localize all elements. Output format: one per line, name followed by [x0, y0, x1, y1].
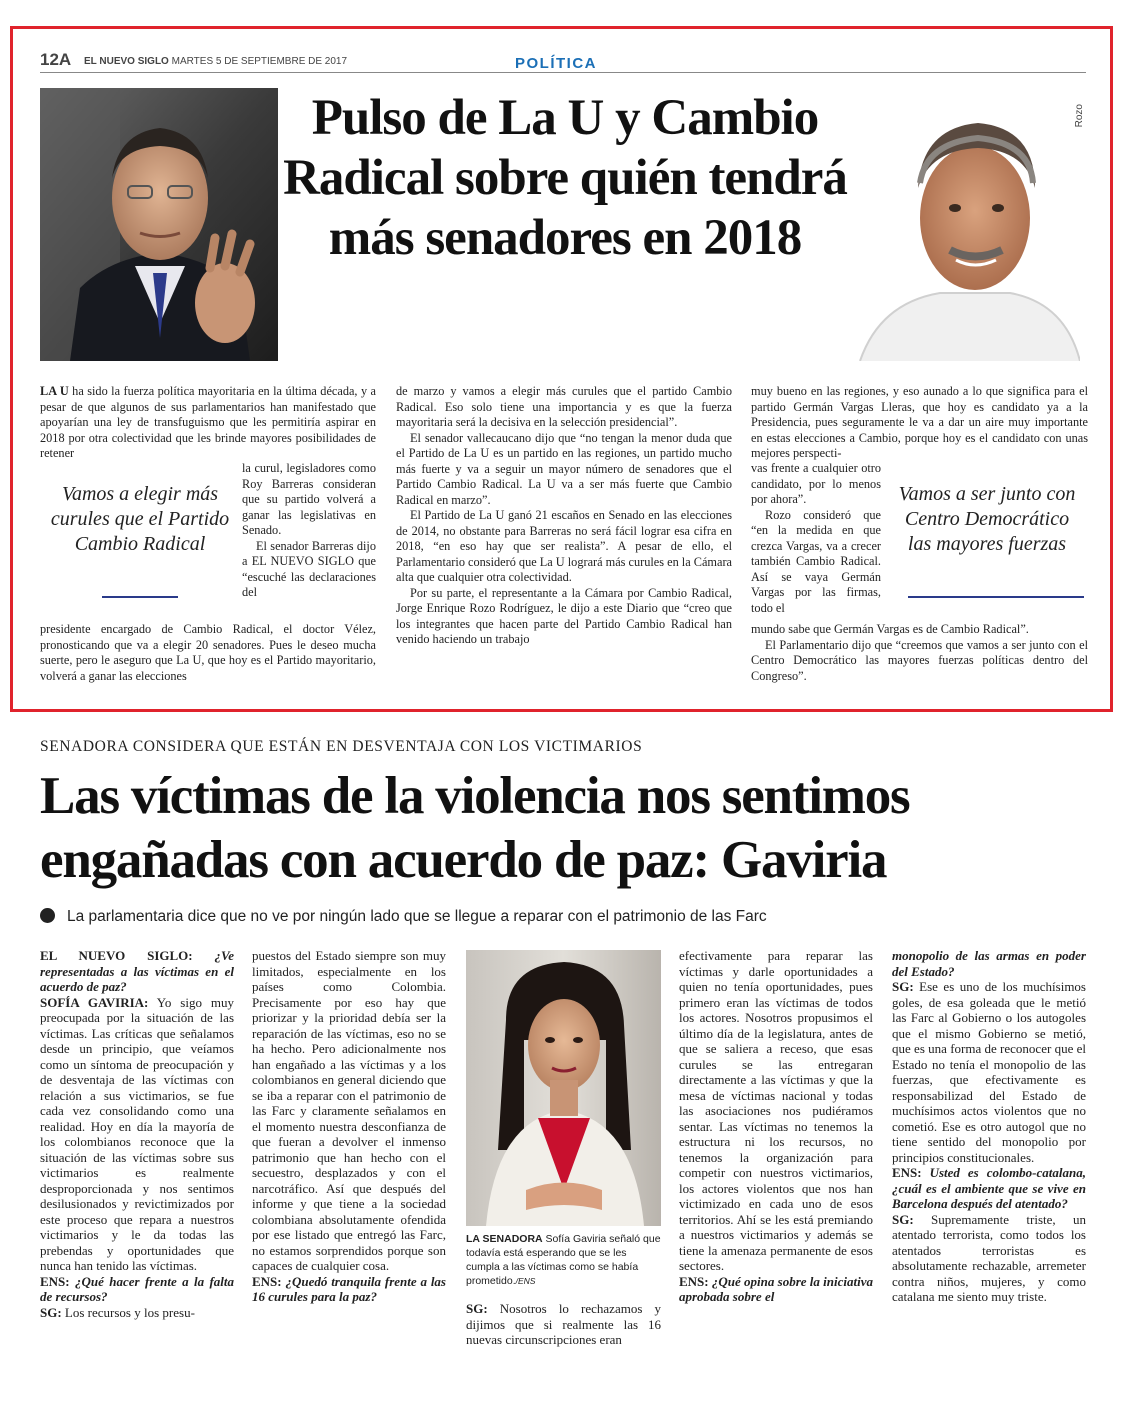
story2-column-1 — [40, 948, 234, 1320]
story2-column-3 — [466, 1301, 661, 1348]
question-2: ¿Qué hacer frente a la falta de recursos? — [40, 1273, 234, 1304]
story1-col1-p1b: la curul, legisladores como Roy Barreras consideran que su partido volverá a ganar las legislativas en Senado. — [242, 461, 376, 537]
speaker-sg: SG: — [40, 1304, 62, 1320]
story2-column-2 — [252, 948, 446, 1305]
story1-headline: Pulso de La U y Cambio Radical sobre quién tendrá más senadores en 2018 — [283, 90, 847, 266]
speaker-ens: ENS: — [892, 1165, 922, 1180]
story2-kicker: SENADORA CONSIDERA QUE ESTÁN EN DESVENTAJA CON LOS VICTIMARIOS — [40, 738, 643, 755]
story1-lead: LA U — [40, 384, 69, 398]
question-4-start: ¿Qué opina sobre la iniciativa aprobada sobre el — [679, 1273, 873, 1304]
answer-2-start: Los recursos y los presu- — [61, 1304, 195, 1320]
paper-name: EL NUEVO SIGLO — [84, 56, 169, 67]
story2-column-5 — [892, 948, 1086, 1305]
answer-1: Yo sigo muy preocupada por la situación de las víctimas. Las críticas que señalamos desde un principio, que veíamos como un síntoma de preocupación y de desventaja de las víctimas con relación a sus victimarios, se fue cada vez consolidando como una realidad. Hoy en día la mayoría de los colombianos reconoce que la situación de las víctimas sobre sus victimarios es realmente desproporcionada y nos sentimos desilusionados y revictimizados por este proceso que repara a nuestros victimarios y le da todas las prebendas y oportunidades que nunca han tenido las víctimas. — [40, 994, 235, 1273]
story1-column-1-bottom — [40, 622, 376, 684]
story1-col3-p4: El Parlamentario dijo que “creemos que vamos a ser junto con el Centro Democrático las mayores fuerzas políticas dentro del Congreso”. — [751, 637, 1088, 683]
story1-col3-p3: mundo sabe que Germán Vargas es de Cambio Radical”. — [751, 622, 1029, 636]
speaker-sg: SG: — [466, 1301, 488, 1316]
masthead — [84, 56, 347, 67]
story1-column-1 — [40, 384, 376, 462]
story2-deck-text: La parlamentaria dice que no ve por ningún lado que se llegue a reparar con el patrimonio de las Farc — [67, 908, 767, 925]
story1-column-3-wrap — [751, 461, 881, 616]
story1-col3-p1: muy bueno en las regiones, y eso aunado a lo que significa para el partido Germán Vargas Lleras, que hoy es candidato ya a la Presidencia, pues seguramente le va a dar un aire muy importante en estas elecciones a Cambio, porque hoy es el candidato con unas mejores perspecti- — [751, 384, 1088, 460]
story1-col1-p1: ha sido la fuerza política mayoritaria en la última década, y a pesar de que algunos de sus parlamentarios han manifestado que apoyarían una ley de transfuguismo que les permitiría aspirar en 2018 por otra colectividad que les brinde mayores posibilidades de retener — [40, 384, 376, 460]
answer-2-cont: puestos del Estado siempre son muy limitados, especialmente en los países como Colombia. Precisamente por eso hay que priorizar y la prioridad debía ser la reparación de las víctimas, eso no se ha hecho. Pero adicionalmente nos han engañado a las víctimas y a los colombianos en general diciendo que se iba a reparar con el patrimonio de las Farc y claramente señalamos en el momento nuestra desconfianza de que fueran a devolver el inmenso patrimonio que han hecho con el secuestro, desplazados y con el narcotráfico. Así que después del informe y que tiene a la sociedad colombiana absolutamente ofendida por ese listado que entregó las Farc, no estamos sorprendidos porque son capaces de cualquier cosa. — [252, 948, 446, 1273]
question-5: Usted es colombo-catalana, ¿cuál es el ambiente que se vive en Barcelona después del atentado? — [892, 1165, 1086, 1211]
photo-sofia-gaviria — [466, 950, 661, 1226]
question-1: ¿Ve representadas a las víctimas en el acuerdo de paz? — [40, 948, 234, 994]
pull-quote-left: Vamos a elegir más curules que el Partido Cambio Radical — [50, 483, 230, 555]
speaker-sg: SG: — [892, 1211, 914, 1227]
story1-column-1-wrap — [242, 461, 376, 601]
deck-bullet-icon — [40, 908, 55, 923]
speaker-ens: ENS: — [252, 1273, 282, 1289]
answer-3-start: Nosotros lo rechazamos y dijimos que si realmente las 16 nuevas circunscripciones eran — [466, 1301, 661, 1347]
portrait-rozo-image — [830, 88, 1080, 361]
speaker-gaviria: SOFÍA GAVIRIA: — [40, 994, 149, 1010]
story1-col2-p2: El senador vallecaucano dijo que “no tengan la menor duda que el Partido de La U es un partido en las regiones, un partido mucho más fuerte y va a seguir un mayor número de senadores que el Partido Cambio Radical. La U va a ser más fuerte que Cambio Radical en marzo”. — [396, 430, 732, 507]
photo-caption — [466, 1232, 661, 1288]
page-folio: 12A — [40, 50, 72, 69]
issue-date: MARTES 5 DE SEPTIEMBRE DE 2017 — [171, 56, 348, 67]
photo-rozo — [830, 88, 1080, 361]
question-4-cont: monopolio de las armas en poder del Estado? — [892, 948, 1086, 979]
speaker-ens: ENS: — [40, 1273, 70, 1289]
story1-col3-p1b: vas frente a cualquier otro candidato, por lo menos por ahora”. — [751, 461, 881, 506]
story1-col3-p2: Rozo consideró que “en la medida en que crezca Vargas, va a crecer también Cambio Radical. Así se vaya Germán Vargas por las firmas, todo el — [751, 507, 881, 615]
header-rule — [40, 72, 1086, 73]
photo-barreras — [40, 88, 278, 361]
story1-col2-p3: El Partido de La U ganó 21 escaños en Senado en las elecciones de 2014, no obstante para Barreras no será fácil lograr esa cifra en 2018, “en eso hay que ser realista”. A pesar de ello, el Parlamentario consideró que La U logrará más curules en la Cámara alta que cualquier otra colectividad. — [396, 508, 732, 584]
section-label: POLÍTICA — [515, 55, 597, 72]
story1-column-3 — [751, 384, 1088, 462]
photo-credit-right: Rozo — [1074, 104, 1085, 128]
answer-3-cont: efectivamente para reparar las víctimas y darle oportunidades a quien no tenía oportunidades, pues primero eran las víctimas de todos los actores. Nosotros propusimos el último día de la legislatura, antes de que se saliera a receso, que esas curules se las entregaran directamente a las víctimas y que la mesa de víctimas nacional y todas las asociaciones nos pudiéramos sentar. Las víctimas no tenemos la estructura ni los recursos, no tenemos la organización para competir con nuestros victimarios, los actores violentos que nos han victimizado en cada uno de esos territorios. Ahí se les está premiando a nuestros victimarios y además se tiene la amenaza permanente de esos sectores. — [679, 948, 873, 1273]
pull-quote-left-rule — [102, 596, 178, 598]
story1-col2-p4: Por su parte, el representante a la Cámara por Cambio Radical, Jorge Enrique Rozo Rodríguez, le dijo a este Diario que “creo que los integrantes que hacen parte del Partido Cambio Radical han venido haciendo un trabajo — [396, 585, 732, 646]
answer-5: Supremamente triste, un atentado terrorista, como todos los atentados terroristas es absolutamente rechazable, arremeter contra niños, mujeres, y como catalana me siento muy triste. — [892, 1211, 1086, 1304]
portrait-gaviria-image — [466, 950, 661, 1226]
story1-col1-p2: El senador Barreras dijo a EL NUEVO SIGLO que “escuché las declaraciones del — [242, 538, 376, 599]
story2-deck — [40, 908, 1110, 926]
speaker-ens: EL NUEVO SIGLO: — [40, 948, 193, 963]
caption-lead: LA SENADORA — [466, 1233, 543, 1245]
speaker-ens: ENS: — [679, 1273, 709, 1289]
portrait-barreras-image — [40, 88, 278, 361]
story2-headline: Las víctimas de la violencia nos sentimos engañadas con acuerdo de paz: Gaviria — [40, 767, 910, 889]
caption-credit: /ENS — [515, 1276, 536, 1286]
story1-column-3-bottom — [751, 622, 1088, 684]
pull-quote-right-rule — [908, 596, 1084, 598]
story1-column-2 — [396, 384, 732, 648]
story1-col2-p1: de marzo y vamos a elegir más curules que el partido Cambio Radical. Eso solo tiene una importancia y es que la fuerza mayoritaria será la decisiva en la selección presidencial”. — [396, 384, 732, 429]
story1-col1-p3: presidente encargado de Cambio Radical, el doctor Vélez, pronosticando que va a elegir 20 senadores. Pues le deseo mucha suerte, pero le aseguro que La U, que hoy es el Partido mayoritario, volverá a ganar las elecciones — [40, 622, 376, 683]
speaker-sg: SG: — [892, 979, 914, 994]
question-3: ¿Quedó tranquila frente a las 16 curules para la paz? — [252, 1273, 446, 1304]
caption-text: Sofía Gaviria señaló que todavía está esperando que se les cumpla a las víctimas como se había prometido. — [466, 1233, 661, 1287]
story2-column-4 — [679, 948, 873, 1305]
answer-4: Ese es uno de los muchísimos goles, de esa goleada que le metió las Farc al Gobierno o los autogoles que el mismo Gobierno se metió, que es una forma de reconocer que el Estado no tenía el monopolio de las fuerzas, que efectivamente es responsabilizad del Estado de muchísimos actos violentos que no cometió. Ese es otro autogol que no tiene sentido del monopolio por principios constitucionales. — [892, 979, 1086, 1165]
pull-quote-right: Vamos a ser junto con Centro Democrático las mayores fuerzas — [898, 483, 1076, 555]
